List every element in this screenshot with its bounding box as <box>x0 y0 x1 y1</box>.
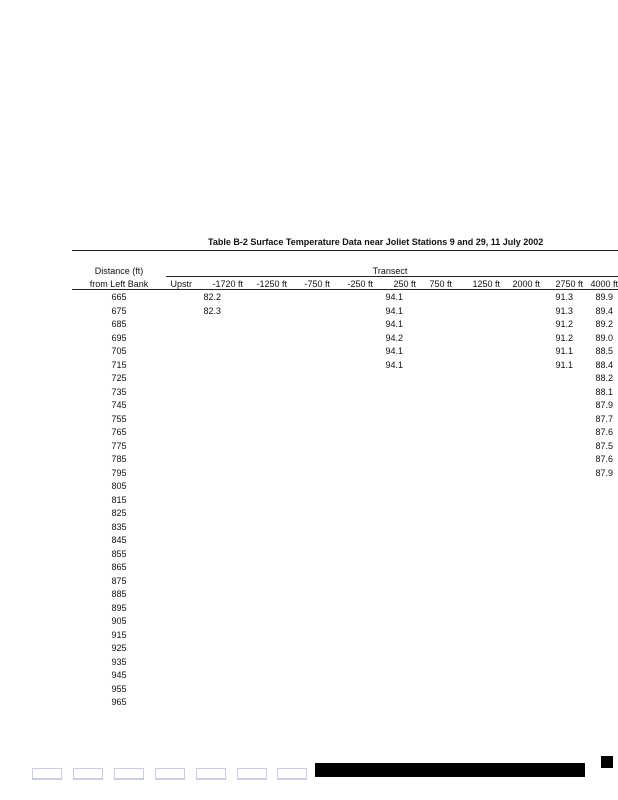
bleed-mark <box>277 768 307 780</box>
bleed-mark <box>32 768 62 780</box>
distance-cell: 745 <box>111 400 127 410</box>
temperature-cell: 87.6 <box>595 454 613 464</box>
temperature-cell: 91.2 <box>555 333 573 343</box>
distance-cell: 845 <box>111 535 127 545</box>
distance-cell: 825 <box>111 508 127 518</box>
distance-cell: 795 <box>111 468 127 478</box>
temperature-cell: 87.9 <box>595 468 613 478</box>
temperature-cell: 94.1 <box>385 306 403 316</box>
distance-cell: 945 <box>111 670 127 680</box>
top-rule <box>72 250 618 251</box>
temperature-cell: 89.4 <box>595 306 613 316</box>
column-header: -750 ft <box>304 279 330 289</box>
bleed-mark <box>237 768 267 780</box>
temperature-cell: 87.5 <box>595 441 613 451</box>
temperature-cell: 89.9 <box>595 292 613 302</box>
column-header: 2000 ft <box>512 279 540 289</box>
distance-cell: 755 <box>111 414 127 424</box>
distance-header-line2: from Left Bank <box>89 279 149 289</box>
column-header: -250 ft <box>347 279 373 289</box>
distance-cell: 895 <box>111 603 127 613</box>
distance-cell: 885 <box>111 589 127 599</box>
distance-cell: 875 <box>111 576 127 586</box>
distance-cell: 785 <box>111 454 127 464</box>
distance-cell: 685 <box>111 319 127 329</box>
distance-cell: 915 <box>111 630 127 640</box>
distance-cell: 855 <box>111 549 127 559</box>
column-header: -1250 ft <box>256 279 287 289</box>
distance-cell: 925 <box>111 643 127 653</box>
distance-cell: 675 <box>111 306 127 316</box>
temperature-cell: 94.1 <box>385 346 403 356</box>
bleed-mark <box>114 768 144 780</box>
table-title: Table B-2 Surface Temperature Data near Joliet Stations 9 and 29, 11 July 2002 <box>208 237 544 247</box>
bleed-mark <box>73 768 103 780</box>
distance-cell: 835 <box>111 522 127 532</box>
header-bottom-rule <box>72 289 618 290</box>
distance-cell: 805 <box>111 481 127 491</box>
registration-mark <box>601 756 613 768</box>
temperature-cell: 82.3 <box>203 306 221 316</box>
distance-cell: 705 <box>111 346 127 356</box>
column-header: 250 ft <box>393 279 416 289</box>
distance-cell: 905 <box>111 616 127 626</box>
column-header: 750 ft <box>429 279 452 289</box>
column-header: -1720 ft <box>212 279 243 289</box>
temperature-cell: 91.3 <box>555 306 573 316</box>
distance-cell: 715 <box>111 360 127 370</box>
temperature-cell: 87.6 <box>595 427 613 437</box>
temperature-cell: 94.1 <box>385 292 403 302</box>
temperature-cell: 87.7 <box>595 414 613 424</box>
temperature-cell: 91.1 <box>555 346 573 356</box>
distance-cell: 775 <box>111 441 127 451</box>
distance-cell: 815 <box>111 495 127 505</box>
temperature-cell: 91.3 <box>555 292 573 302</box>
distance-header-line1: Distance (ft) <box>94 266 144 276</box>
distance-cell: 735 <box>111 387 127 397</box>
temperature-cell: 94.2 <box>385 333 403 343</box>
temperature-cell: 94.1 <box>385 319 403 329</box>
distance-cell: 955 <box>111 684 127 694</box>
temperature-cell: 88.1 <box>595 387 613 397</box>
temperature-cell: 88.5 <box>595 346 613 356</box>
temperature-cell: 87.9 <box>595 400 613 410</box>
distance-cell: 935 <box>111 657 127 667</box>
scan-edge-bar <box>315 763 585 777</box>
column-header: 2750 ft <box>555 279 583 289</box>
column-header: 4000 ft <box>590 279 618 289</box>
temperature-cell: 89.0 <box>595 333 613 343</box>
temperature-cell: 91.1 <box>555 360 573 370</box>
distance-cell: 965 <box>111 697 127 707</box>
transect-underline <box>166 276 618 277</box>
temperature-cell: 94.1 <box>385 360 403 370</box>
temperature-cell: 82.2 <box>203 292 221 302</box>
distance-cell: 725 <box>111 373 127 383</box>
temperature-cell: 88.4 <box>595 360 613 370</box>
bleed-mark <box>196 768 226 780</box>
column-header: 1250 ft <box>472 279 500 289</box>
temperature-cell: 88.2 <box>595 373 613 383</box>
distance-cell: 695 <box>111 333 127 343</box>
temperature-cell: 91.2 <box>555 319 573 329</box>
distance-cell: 865 <box>111 562 127 572</box>
transect-header: Transect <box>372 266 408 276</box>
temperature-cell: 89.2 <box>595 319 613 329</box>
distance-cell: 665 <box>111 292 127 302</box>
bleed-mark <box>155 768 185 780</box>
column-header: Upstr <box>170 279 192 289</box>
distance-cell: 765 <box>111 427 127 437</box>
